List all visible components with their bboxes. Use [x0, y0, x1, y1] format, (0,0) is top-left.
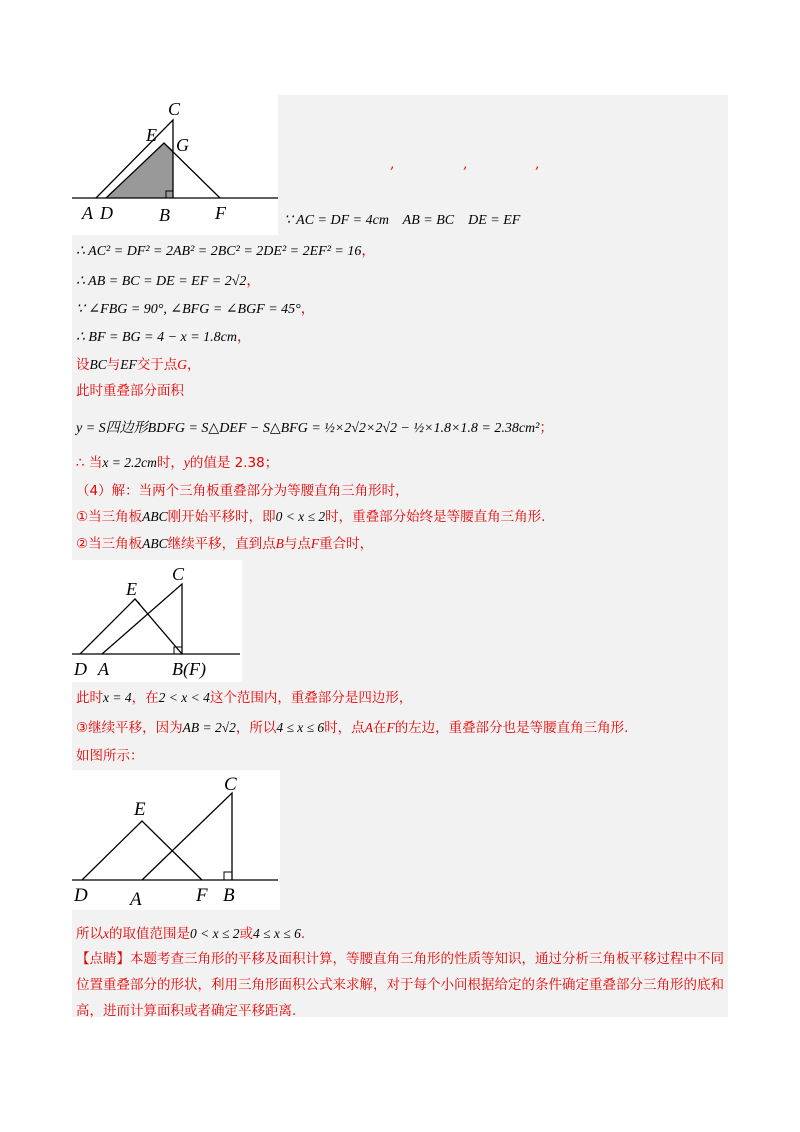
line-squares: ∴ AC² = DF² = 2AB² = 2BC² = 2DE² = 2EF² = 16，	[76, 243, 376, 259]
line-case2: ②当三角板ABC继续平移，直到点B与点F重合时，	[76, 536, 374, 552]
line-angles: ∵ ∠FBG = 90°, ∠BFG = ∠BGF = 45°，	[76, 301, 315, 317]
figure3-diagram	[72, 770, 280, 910]
line-result-y: ∴ 当x = 2.2cm时，y的值是 2.38；	[76, 455, 279, 471]
figure1-label-G: G	[176, 135, 189, 155]
figure3-label-F: F	[196, 885, 208, 906]
figure1-diagram	[72, 95, 282, 225]
line-given-equalities: ∵ AC = DF = 4cm AB = BC DE = EF	[284, 213, 521, 228]
line-as-shown: 如图所示：	[76, 748, 144, 764]
top-comma-2: ,	[463, 156, 468, 172]
figure1-label-E: E	[146, 125, 157, 145]
figure2-label-A: A	[98, 659, 109, 679]
figure1-label-D: D	[100, 203, 113, 223]
figure3-label-E: E	[134, 799, 146, 820]
top-comma-3: ,	[535, 156, 540, 172]
line-bf-bg: ∴ BF = BG = 4 − x = 1.8cm，	[76, 329, 251, 345]
figure1-label-F: F	[215, 203, 226, 223]
line-x-equals-4: 此时x = 4，在2 < x < 4这个范围内，重叠部分是四边形，	[76, 690, 413, 706]
figure2-diagram	[72, 562, 242, 682]
figure2-label-E: E	[126, 579, 137, 599]
figure1-label-C: C	[168, 99, 181, 119]
line-case3: ③继续平移，因为AB = 2√2，所以4 ≤ x ≤ 6时，点A在F的左边，重叠部分也是等腰直角三角形.	[76, 720, 629, 736]
figure2-label-BF: B(F)	[172, 659, 206, 679]
figure1-shaded-quad	[106, 143, 173, 198]
figure3-label-A: A	[130, 889, 142, 910]
figure3-label-B: B	[223, 885, 235, 906]
figure2-label-C: C	[172, 564, 185, 584]
line-intersection: 设BC与EF交于点G，	[76, 357, 201, 373]
key-point-label: 【点睛】	[76, 951, 130, 967]
line-area-formula: y = S四边形BDFG = S△DEF − S△BFG = ½×2√2×2√2 − ½×1.8×1.8 = 2.38cm²；	[76, 420, 554, 436]
line-overlap-area: 此时重叠部分面积	[76, 383, 184, 399]
figure1-label-A: A	[82, 203, 93, 223]
top-comma-1: ,	[390, 156, 395, 172]
key-point-note	[76, 946, 724, 1024]
figure3-label-C: C	[224, 774, 237, 795]
figure3-label-D: D	[74, 885, 88, 906]
figure1-label-B: B	[159, 205, 170, 225]
line-sides: ∴ AB = BC = DE = EF = 2√2，	[76, 273, 261, 289]
line-case1: ①当三角板ABC刚开始平移时，即0 < x ≤ 2时，重叠部分始终是等腰直角三角形.	[76, 509, 546, 525]
key-point-text: 本题考查三角形的平移及面积计算，等腰直角三角形的性质等知识，通过分析三角板平移过程中不同位置重叠部分的形状，利用三角形面积公式来求解，对于每个小问根据给定的条件确定重叠部分三角形的底和高，进而计算面积或者确定平移距离.	[76, 951, 724, 1019]
figure2-label-D: D	[74, 659, 87, 679]
line-conclusion-range: 所以x的取值范围是0 < x ≤ 2或4 ≤ x ≤ 6.	[76, 926, 306, 942]
line-part4-intro: （4）解：当两个三角板重叠部分为等腰直角三角形时，	[76, 483, 409, 499]
